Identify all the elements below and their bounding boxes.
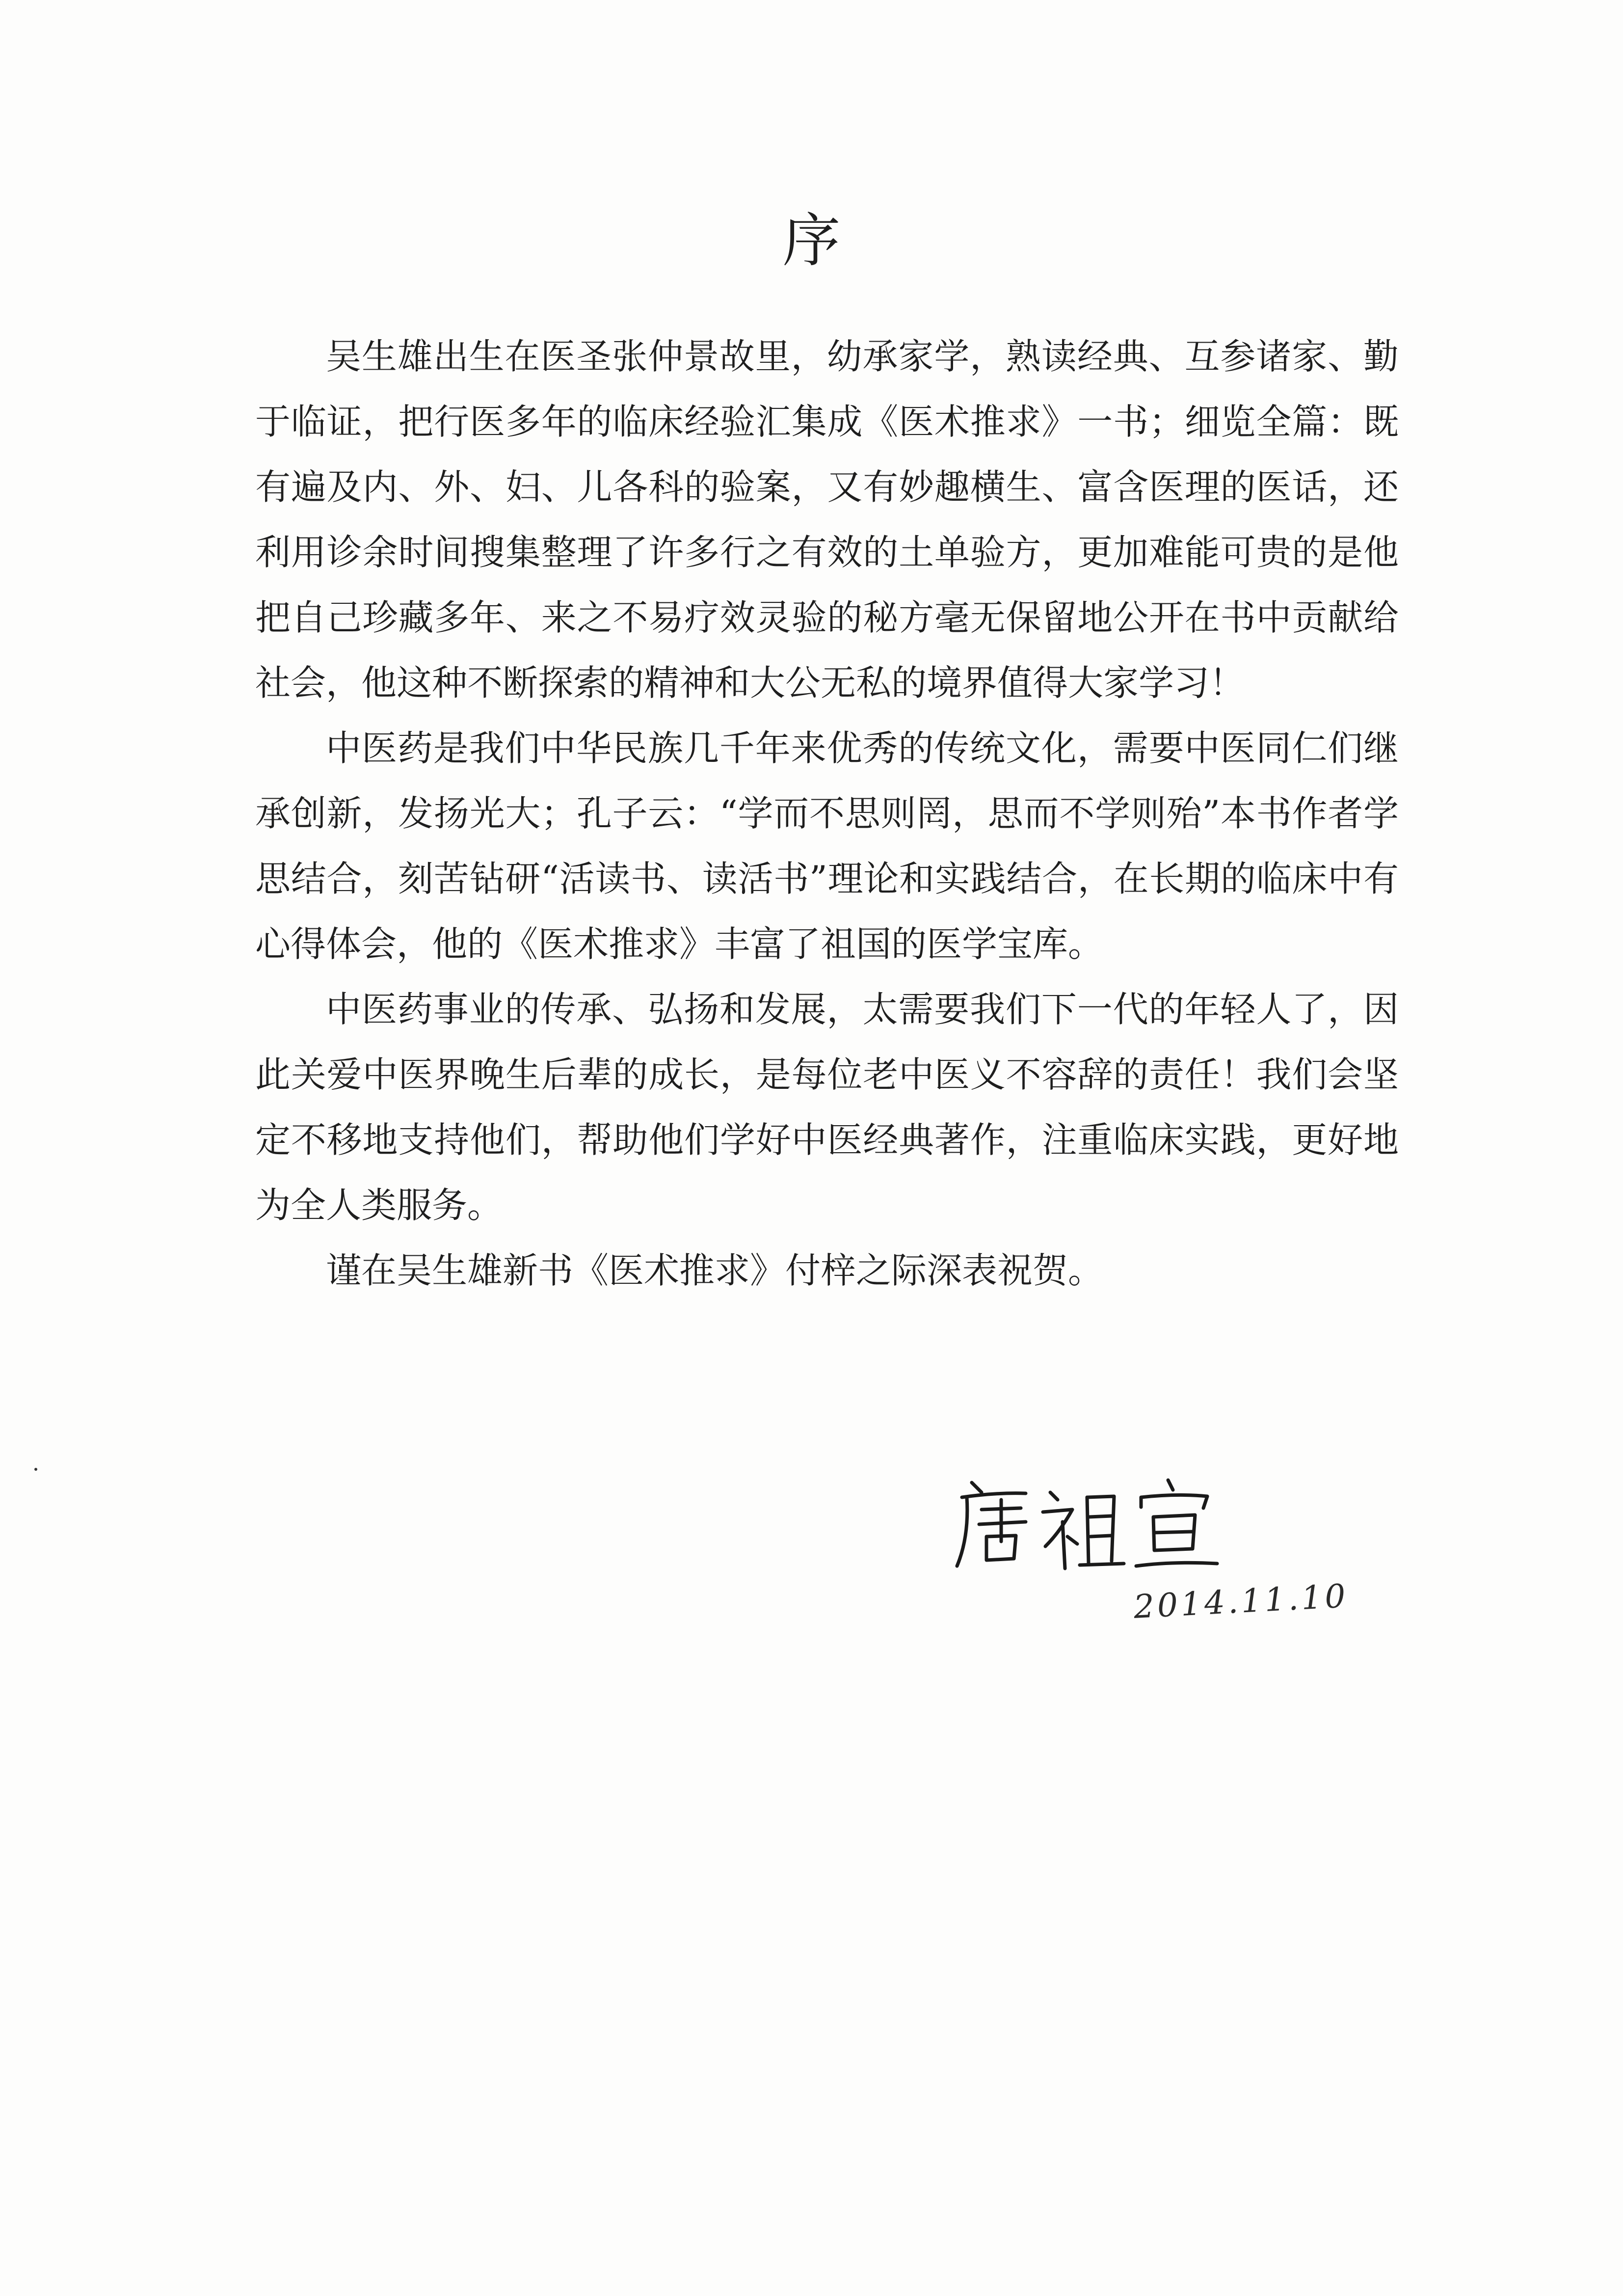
scan-speck: [34, 1468, 37, 1471]
signature-icon: [952, 1463, 1227, 1581]
signature-block: [947, 1463, 1389, 1669]
page-title: 序: [782, 207, 841, 274]
handwritten-signature: [952, 1463, 1227, 1581]
paragraph-2: 中医药是我们中华民族几千年来优秀的传统文化，需要中医同仁们继承创新，发扬光大；孔子云：“学而不思则罔，思而不学则殆”本书作者学思结合，刻苦钻研“活读书、读活书”理论和实践结合，在长期的临床中有心得体会，他的《医术推求》丰富了祖国的医学宝库。: [255, 728, 1399, 965]
signature-date: 2014.11.10: [1132, 1577, 1350, 1626]
paragraph-1: 吴生雄出生在医圣张仲景故里，幼承家学，熟读经典、互参诸家、勤于临证，把行医多年的临床经验汇集成《医术推求》一书；细览全篇：既有遍及内、外、妇、儿各科的验案，又有妙趣横生、富含医理的医话，还利用诊余时间搜集整理了许多行之有效的土单验方，更加难能可贵的是他把自己珍藏多年、来之不易疗效灵验的秘方毫无保留地公开在书中贡献给社会，他这种不断探索的精神和大公无私的境界值得大家学习！: [255, 336, 1399, 703]
paragraph-3: 中医药事业的传承、弘扬和发展，太需要我们下一代的年轻人了，因此关爱中医界晚生后辈的成长，是每位老中医义不容辞的责任！我们会坚定不移地支持他们，帮助他们学好中医经典著作，注重临床实践，更好地为全人类服务。: [255, 989, 1399, 1226]
preface-body: [255, 324, 1399, 1303]
paragraph-4: 谨在吴生雄新书《医术推求》付梓之际深表祝贺。: [326, 1250, 1104, 1291]
